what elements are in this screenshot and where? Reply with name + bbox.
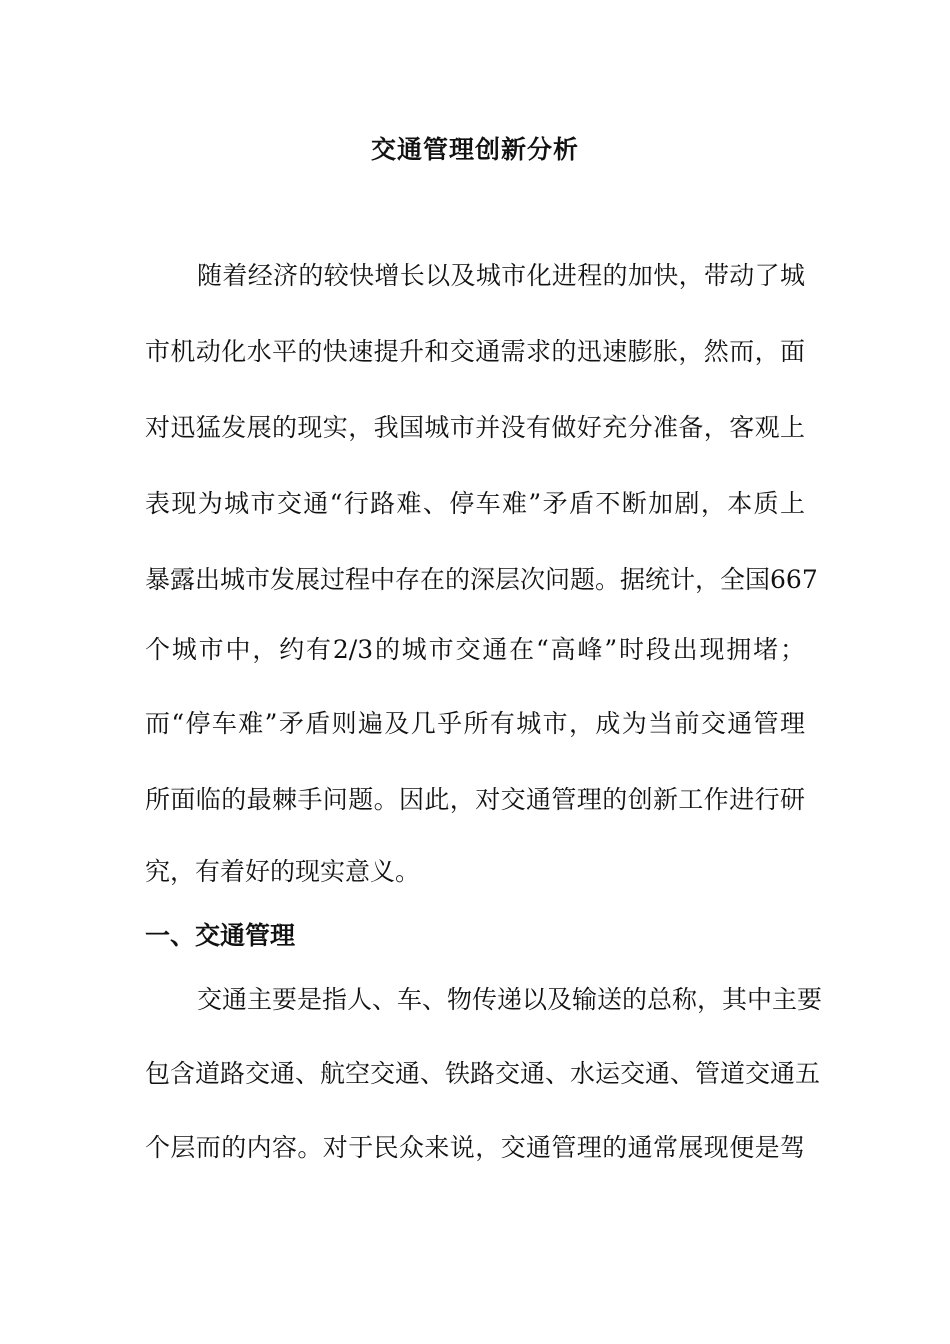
paragraph-line: 市机动化水平的快速提升和交通需求的迅速膨胀，然而，面 xyxy=(145,337,805,366)
paragraph-line: 暴露出城市发展过程中存在的深层次问题。据统计，全国667 xyxy=(145,565,818,594)
paragraph-line: 表现为城市交通“行路难、停车难”矛盾不断加剧，本质上 xyxy=(145,489,805,518)
paragraph-line: 对迅猛发展的现实，我国城市并没有做好充分准备，客观上 xyxy=(145,413,805,442)
paragraph-line: 交通主要是指人、车、物传递以及输送的总称，其中主要 xyxy=(197,985,823,1014)
paragraph-line: 个城市中，约有2/3的城市交通在“高峰”时段出现拥堵； xyxy=(145,635,805,664)
section-heading: 一、交通管理 xyxy=(145,921,296,950)
paragraph-line: 个层而的内容。对于民众来说，交通管理的通常展现便是驾 xyxy=(145,1133,805,1162)
document-title: 交通管理创新分析 xyxy=(370,135,579,164)
paragraph-line: 所面临的最棘手问题。因此，对交通管理的创新工作进行研 xyxy=(145,785,805,814)
paragraph-line: 随着经济的较快增长以及城市化进程的加快，带动了城 xyxy=(197,261,805,290)
paragraph-line: 包含道路交通、航空交通、铁路交通、水运交通、管道交通五 xyxy=(145,1059,821,1088)
paragraph-line: 究，有着好的现实意义。 xyxy=(145,857,421,886)
paragraph-line: 而“停车难”矛盾则遍及几乎所有城市，成为当前交通管理 xyxy=(145,709,805,738)
